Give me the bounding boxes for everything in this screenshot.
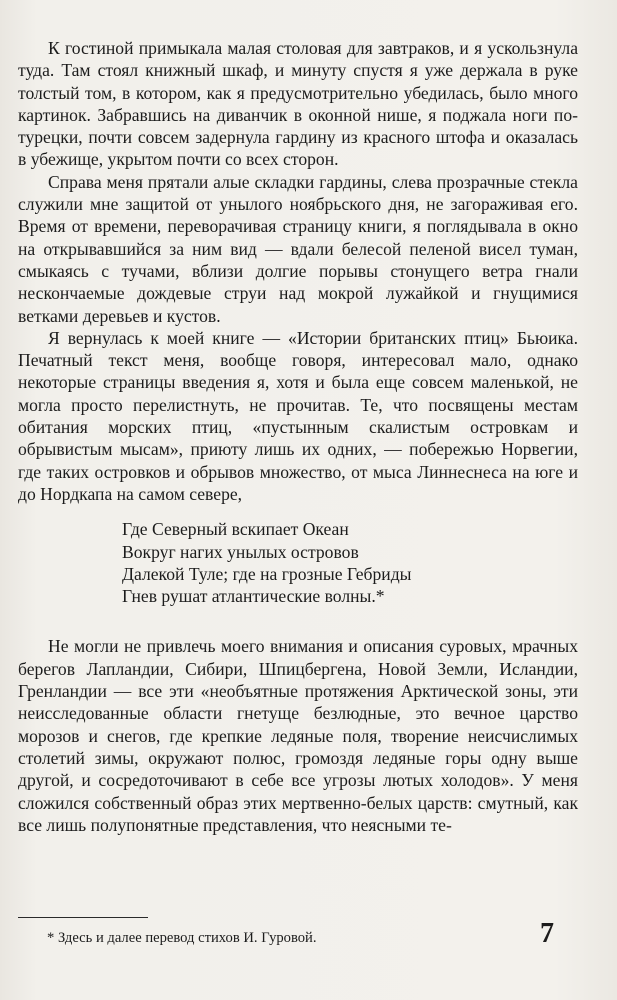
poem-line-4: Гнев рушат атлантические волны.* — [122, 586, 385, 607]
body-text — [18, 37, 578, 836]
poem-line-3: Далекой Туле; где на грозные Гебриды — [122, 563, 412, 584]
paragraph-4: Не могли не привлечь моего внимания и описания суровых, мрачных берегов Лапландии, Сибири, Шпицбергена, Новой Земли, Исландии, Гренландии — все эти «необъятные протяжения Арктической зоны, эти неисследованные области гнетуще безлюдные, это вечное царство морозов и снегов, где крепкие ледяные поля, творение неисчислимых столетий зимы, окружают полюс, громоздя ледяные горы одну выше другой, и сосредоточивают в себе все угрозы лютых холодов». У меня сложился собственный образ этих мертвенно-белых царств: смутный, как все лишь полупонятные представления, что неясными те- — [18, 636, 578, 835]
poem-line-1: Где Северный вскипает Океан — [122, 519, 349, 540]
poem-line-2: Вокруг нагих унылых островов — [122, 541, 359, 562]
footnote-divider — [18, 917, 148, 918]
poem-quote — [122, 518, 578, 607]
paragraph-3: Я вернулась к моей книге — «Истории британских птиц» Бьюика. Печатный текст меня, вообще говоря, интересовал мало, однако некоторые страницы введения я, хотя и была еще совсем маленькой, не могла просто перелистнуть, не прочитав. Те, что посвящены местам обитания морских птиц, «пустынным скалистым островкам и обрывистым мысам», приюту лишь их одних, — побережью Норвегии, где таких островков и обрывов множество, от мыса Линнеснеса на юге и до Нордкапа на самом севере, — [18, 327, 578, 504]
paragraph-1: К гостиной примыкала малая столовая для завтраков, и я ускользнула туда. Там стоял книжный шкаф, и минуту спустя я уже держала в руке толстый том, в котором, как я предусмотрительно убедилась, было много картинок. Забравшись на диванчик в оконной нише, я поджала ноги по-турецки, почти совсем задернула гардину из красного штофа и оказалась в убежище, укрытом почти со всех сторон. — [18, 38, 578, 170]
footnote: * Здесь и далее перевод стихов И. Гуровой. — [47, 930, 317, 946]
page-number: 7 — [540, 918, 554, 949]
paragraph-2: Справа меня прятали алые складки гардины, слева прозрачные стекла служили мне защитой от унылого ноябрьского дня, не загораживая его. Время от времени, переворачивая страницу книги, я поглядывала в окно на открывавшийся за ним вид — вдали белесой пеленой висел туман, смыкаясь с тучами, вблизи долгие порывы стонущего ветра гнали нескончаемые дождевые струи над мокрой лужайкой и гнущимися ветками деревьев и кустов. — [18, 171, 578, 326]
